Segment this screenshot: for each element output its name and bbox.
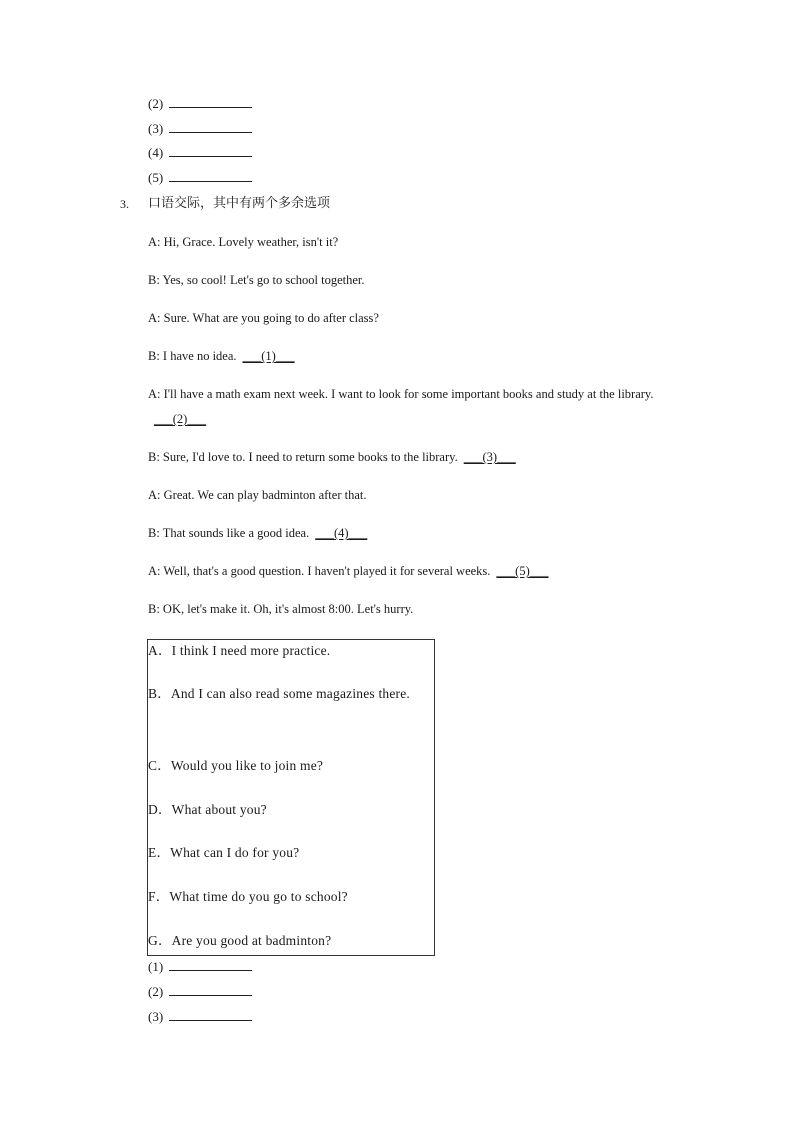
dialogue-line (148, 487, 366, 503)
answer-label: (3) (148, 121, 164, 136)
option-item: F．What time do you go to school? (148, 889, 348, 904)
answer-blank[interactable] (169, 959, 252, 971)
answer-line[interactable] (148, 1009, 252, 1025)
option-item: B．And I can also read some magazines there. (148, 686, 411, 701)
answer-blank[interactable] (169, 984, 252, 996)
gap-marker: ___(3)___ (463, 450, 516, 464)
answer-line[interactable] (148, 145, 252, 161)
dialogue-line (148, 449, 516, 465)
answer-label: (3) (148, 1009, 164, 1024)
gap-marker: ___(1)___ (242, 349, 295, 363)
dialogue-text: B: I have no idea. (148, 349, 237, 363)
answer-line[interactable] (148, 121, 252, 137)
answer-blank[interactable] (169, 1009, 252, 1021)
dialogue-text: A: Hi, Grace. Lovely weather, isn't it? (148, 235, 339, 249)
answer-blank[interactable] (169, 145, 252, 157)
option-item: C．Would you like to join me? (148, 758, 324, 773)
answer-label: (2) (148, 96, 164, 111)
answer-blank[interactable] (169, 96, 252, 108)
option-item: G．Are you good at badminton? (148, 933, 332, 948)
answer-blank[interactable] (169, 170, 252, 182)
question-title: 口语交际，其中有两个多余选项 (148, 195, 331, 210)
options-box (147, 639, 435, 956)
dialogue-line (148, 382, 688, 432)
gap-marker: ___(4)___ (315, 526, 368, 540)
answer-label: (5) (148, 170, 164, 185)
dialogue-text: A: Great. We can play badminton after that. (148, 488, 367, 502)
option-item: A．I think I need more practice. (148, 643, 331, 658)
gap-marker: ___(5)___ (496, 564, 549, 578)
dialogue-line (148, 601, 413, 617)
question-number: 3. (120, 197, 129, 211)
dialogue-text: B: Yes, so cool! Let's go to school together. (148, 273, 365, 287)
dialogue-text: A: Well, that's a good question. I haven't played it for several weeks. (148, 564, 491, 578)
dialogue-line (148, 563, 549, 579)
answer-label: (2) (148, 984, 164, 999)
answer-label: (4) (148, 145, 164, 160)
dialogue-line (148, 348, 295, 364)
answer-line[interactable] (148, 96, 252, 112)
answer-line[interactable] (148, 984, 252, 1000)
dialogue-text: B: Sure, I'd love to. I need to return some books to the library. (148, 450, 458, 464)
dialogue-line (148, 234, 338, 250)
dialogue-line (148, 272, 364, 288)
option-item: D．What about you? (148, 802, 267, 817)
dialogue-text: A: Sure. What are you going to do after class? (148, 311, 379, 325)
dialogue-text: A: I'll have a math exam next week. I want to look for some important books and study at the library. (148, 387, 654, 401)
answer-line[interactable] (148, 170, 252, 186)
dialogue-text: B: That sounds like a good idea. (148, 526, 310, 540)
answer-label: (1) (148, 959, 164, 974)
answer-blank[interactable] (169, 121, 252, 133)
dialogue-line (148, 310, 379, 326)
dialogue-line (148, 525, 367, 541)
gap-marker: ___(2)___ (154, 412, 207, 426)
dialogue-text: B: OK, let's make it. Oh, it's almost 8:00. Let's hurry. (148, 602, 414, 616)
answer-line[interactable] (148, 959, 252, 975)
option-item: E．What can I do for you? (148, 845, 300, 860)
